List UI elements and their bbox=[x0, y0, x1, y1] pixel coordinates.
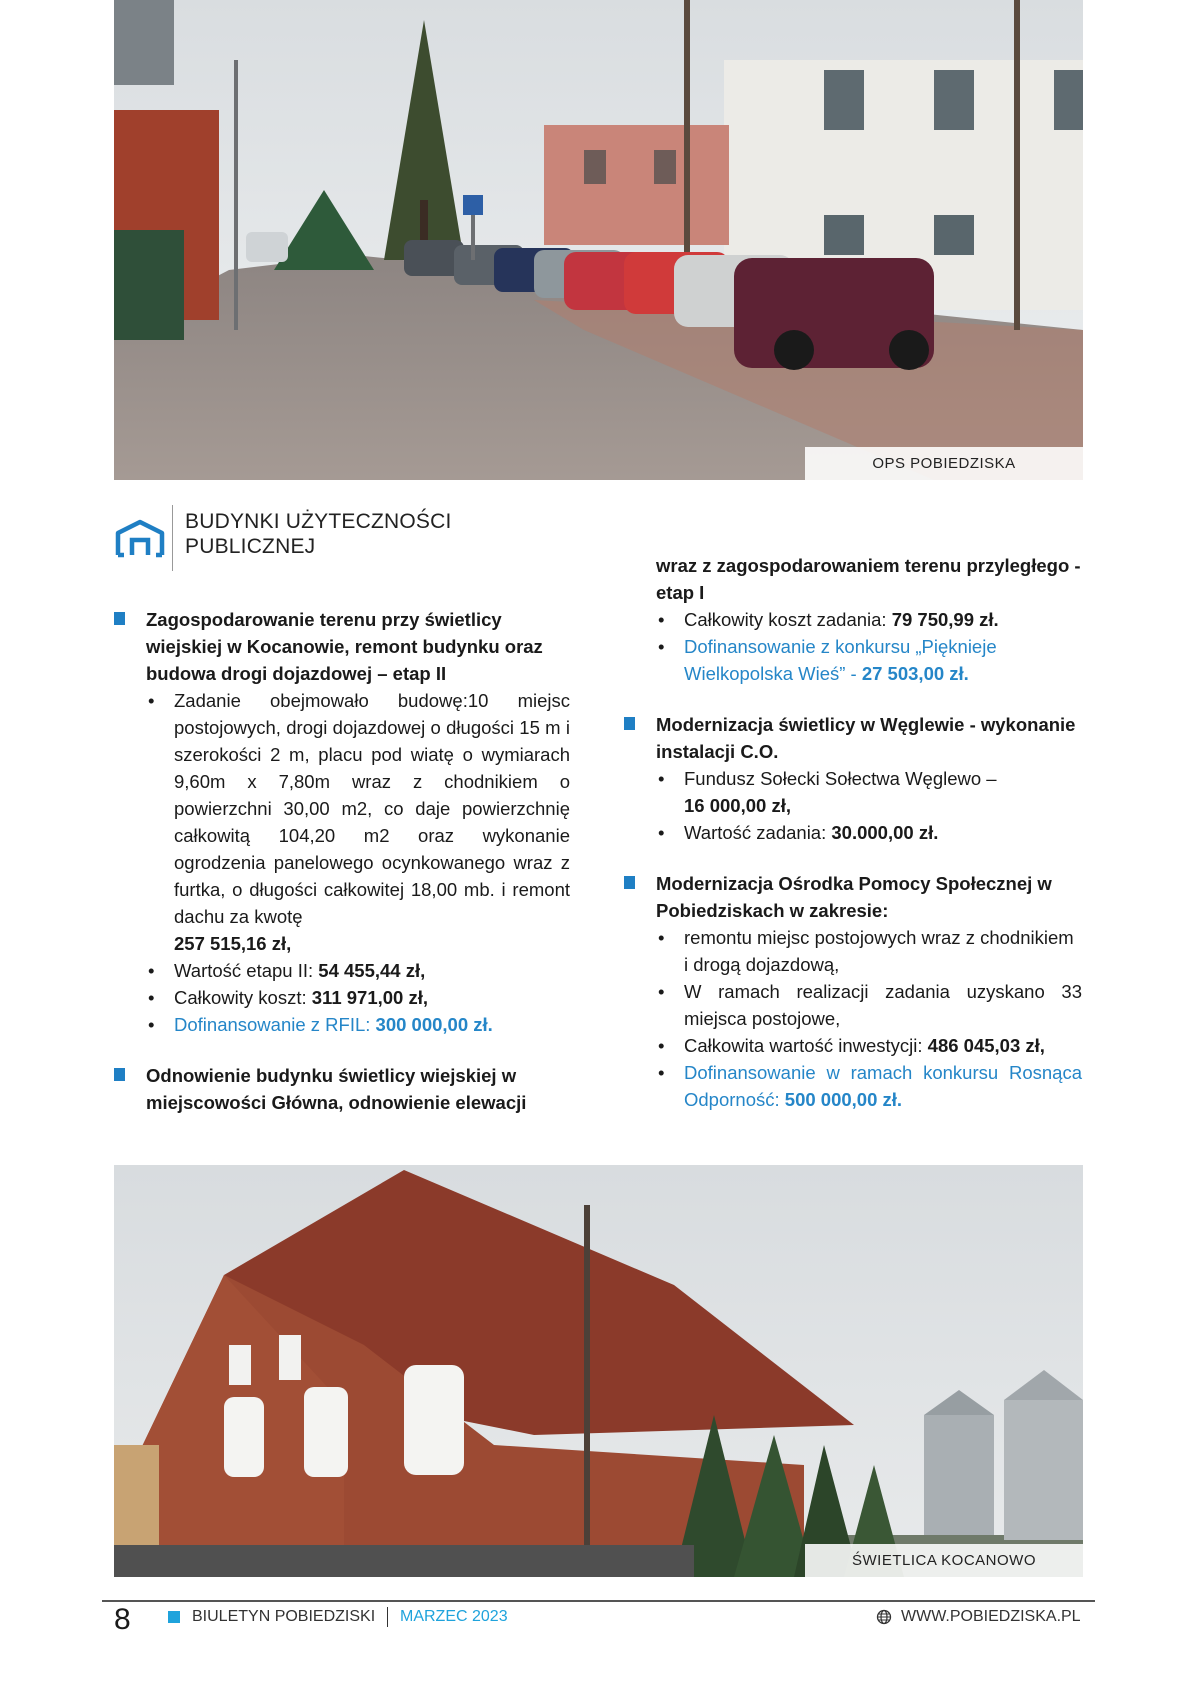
list-item: • Fundusz Sołecki Sołectwa Węglewo – 16 000,00 zł, bbox=[656, 765, 1082, 819]
item-title: Zagospodarowanie terenu przy świetlicy wiejskiej w Kocanowie, remont budynku oraz budowa drogi dojazdowej – etap II bbox=[146, 609, 543, 684]
house-outline-icon bbox=[114, 519, 166, 559]
list-item: • remontu miejsc postojowych wraz z chodnikiem i drogą dojazdową, bbox=[656, 924, 1082, 978]
right-column bbox=[624, 552, 1082, 1137]
item-glowna bbox=[114, 1062, 570, 1116]
list-item: • Całkowity koszt zadania: 79 750,99 zł. bbox=[656, 606, 1082, 633]
list-item: • Całkowita wartość inwestycji: 486 045,03 zł, bbox=[656, 1032, 1082, 1059]
item-kocanowo bbox=[114, 606, 570, 1038]
item-title: Modernizacja świetlicy w Węglewie - wykonanie instalacji C.O. bbox=[656, 714, 1076, 762]
brick-building-image bbox=[114, 1165, 1083, 1577]
issue-date: MARZEC 2023 bbox=[400, 1608, 508, 1625]
list-item-funding: • Dofinansowanie w ramach konkursu Rosnąca Odporność: 500 000,00 zł. bbox=[656, 1059, 1082, 1113]
item-bullets bbox=[656, 765, 1082, 846]
bottom-photo-caption: ŚWIETLICA KOCANOWO bbox=[805, 1544, 1083, 1577]
item-bullets bbox=[656, 924, 1082, 1113]
left-column bbox=[114, 606, 570, 1140]
item-bullets bbox=[656, 606, 1082, 687]
list-item: • Wartość etapu II: 54 455,44 zł, bbox=[146, 957, 570, 984]
list-item: • W ramach realizacji zadania uzyskano 33 miejsca postojowe, bbox=[656, 978, 1082, 1032]
bullet-square-icon bbox=[114, 612, 125, 625]
section-header bbox=[114, 505, 474, 571]
list-item-funding: • Dofinansowanie z RFIL: 300 000,00 zł. bbox=[146, 1011, 570, 1038]
footer-divider bbox=[102, 1600, 1095, 1602]
item-weglewo bbox=[624, 711, 1082, 846]
item-title: Modernizacja Ośrodka Pomocy Społecznej w Pobiedziskach w zakresie: bbox=[656, 873, 1052, 921]
top-photo-caption: OPS POBIEDZISKA bbox=[805, 447, 1083, 480]
bullet-square-icon bbox=[114, 1068, 125, 1081]
list-item: • Wartość zadania: 30.000,00 zł. bbox=[656, 819, 1082, 846]
item-ops bbox=[624, 870, 1082, 1113]
globe-icon bbox=[876, 1609, 892, 1625]
item-glowna-continued bbox=[624, 552, 1082, 687]
bullet-square-icon bbox=[624, 876, 635, 889]
footer-square-icon bbox=[168, 1611, 180, 1623]
website-link[interactable]: WWW.POBIEDZISKA.PL bbox=[901, 1608, 1081, 1625]
item-bullets bbox=[146, 687, 570, 1038]
item-title: Odnowienie budynku świetlicy wiejskiej w miejscowości Główna, odnowienie elewacji bbox=[146, 1065, 527, 1113]
list-item-funding: • Dofinansowanie z konkursu „Pięknieje Wielkopolska Wieś” - 27 503,00 zł. bbox=[656, 633, 1082, 687]
bullet-square-icon bbox=[624, 717, 635, 730]
list-item: • Całkowity koszt: 311 971,00 zł, bbox=[146, 984, 570, 1011]
list-item: • Zadanie obejmowało budowę:10 miejsc postojowych, drogi dojazdowej o długości 15 m i szerokości 2 m, placu pod wiatę o wymiarach 9,60m x 7,80m wraz z chodnikiem o powierzchni 30,00 m2, co daje powierzchnię całkowitą 104,20 m2 oraz wykonanie ogrodzenia panelowego ocynkowanego wraz z furtka, o długości całkowitej 18,00 mb. i remont dachu za kwotę 257 515,16 zł, bbox=[146, 687, 570, 957]
publication-name: BIULETYN POBIEDZISKI bbox=[192, 1608, 376, 1625]
footer-divider-bar bbox=[387, 1607, 388, 1627]
bottom-photo bbox=[114, 1165, 1083, 1577]
item-title: wraz z zagospodarowaniem terenu przyległego - etap I bbox=[656, 555, 1081, 603]
section-title: BUDYNKI UŻYTECZNOŚCI PUBLICZNEJ bbox=[185, 510, 452, 558]
parking-street-image bbox=[114, 0, 1083, 480]
top-photo bbox=[114, 0, 1083, 480]
page-number: 8 bbox=[114, 1603, 131, 1636]
header-divider bbox=[172, 505, 173, 571]
